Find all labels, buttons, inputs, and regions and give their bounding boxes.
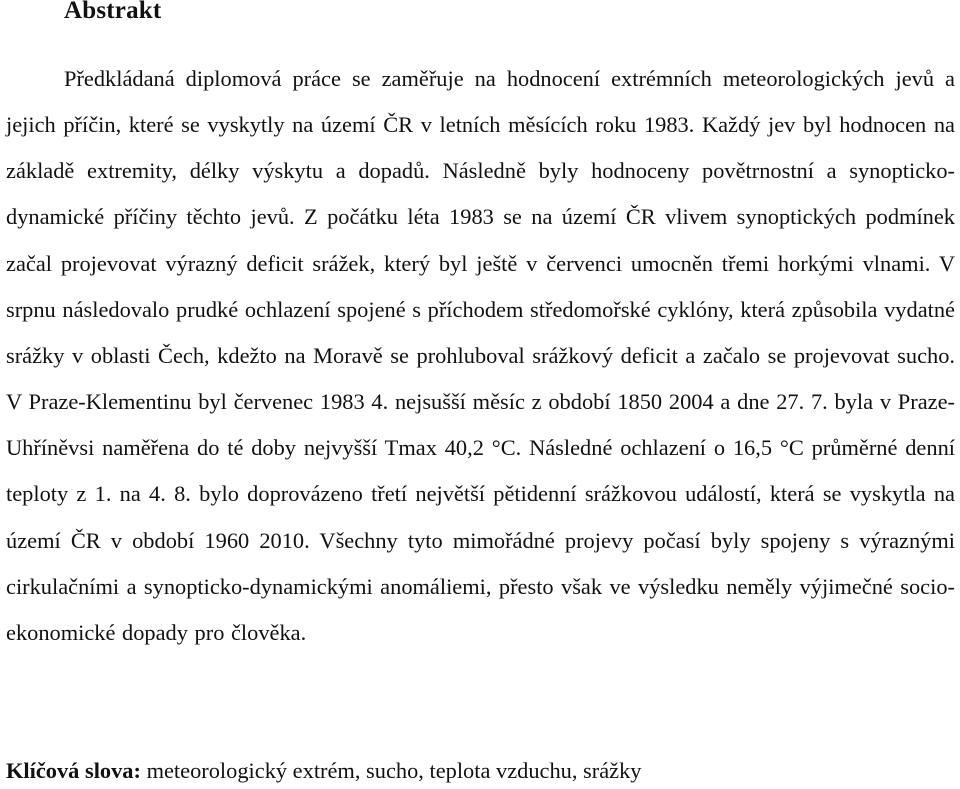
section-heading: Abstrakt <box>64 0 162 24</box>
keywords-line <box>6 756 955 786</box>
keywords-value: meteorologický extrém, sucho, teplota vzduchu, srážky <box>140 758 642 783</box>
abstract-paragraph: Předkládaná diplomová práce se zaměřuje na hodnocení extrémních meteorologických jevů a jejich příčin, které se vyskytly na území ČR v letních měsících roku 1983. Každý jev byl hodnocen na základě extremity, délky výskytu a dopadů. Následně byly hodnoceny povětrnostní a synopticko-dynamické příčiny těchto jevů. Z počátku léta 1983 se na území ČR vlivem synoptických podmínek začal projevovat výrazný deficit srážek, který byl ještě v červenci umocněn třemi horkými vlnami. V srpnu následovalo prudké ochlazení spojené s příchodem středomořské cyklóny, která způsobila vydatné srážky v oblasti Čech, kdežto na Moravě se prohluboval srážkový deficit a začalo se projevovat sucho. V Praze-Klementinu byl červenec 1983 4. nejsušší měsíc z období 1850 2004 a dne 27. 7. byla v Praze-Uhříněvsi naměřena do té doby nejvyšší Tmax 40,2 °C. Následné ochlazení o 16,5 °C průměrné denní teploty z 1. na 4. 8. bylo doprovázeno třetí největší pětidenní srážkovou událostí, která se vyskytla na území ČR v období 1960 2010. Všechny tyto mimořádné projevy počasí byly spojeny s výraznými cirkulačními a synopticko-dynamickými anomáliemi, přesto však ve výsledku neměly výjimečné socio-ekonomické dopady pro člověka. <box>6 66 955 645</box>
keywords-label: Klíčová slova: <box>6 758 141 783</box>
